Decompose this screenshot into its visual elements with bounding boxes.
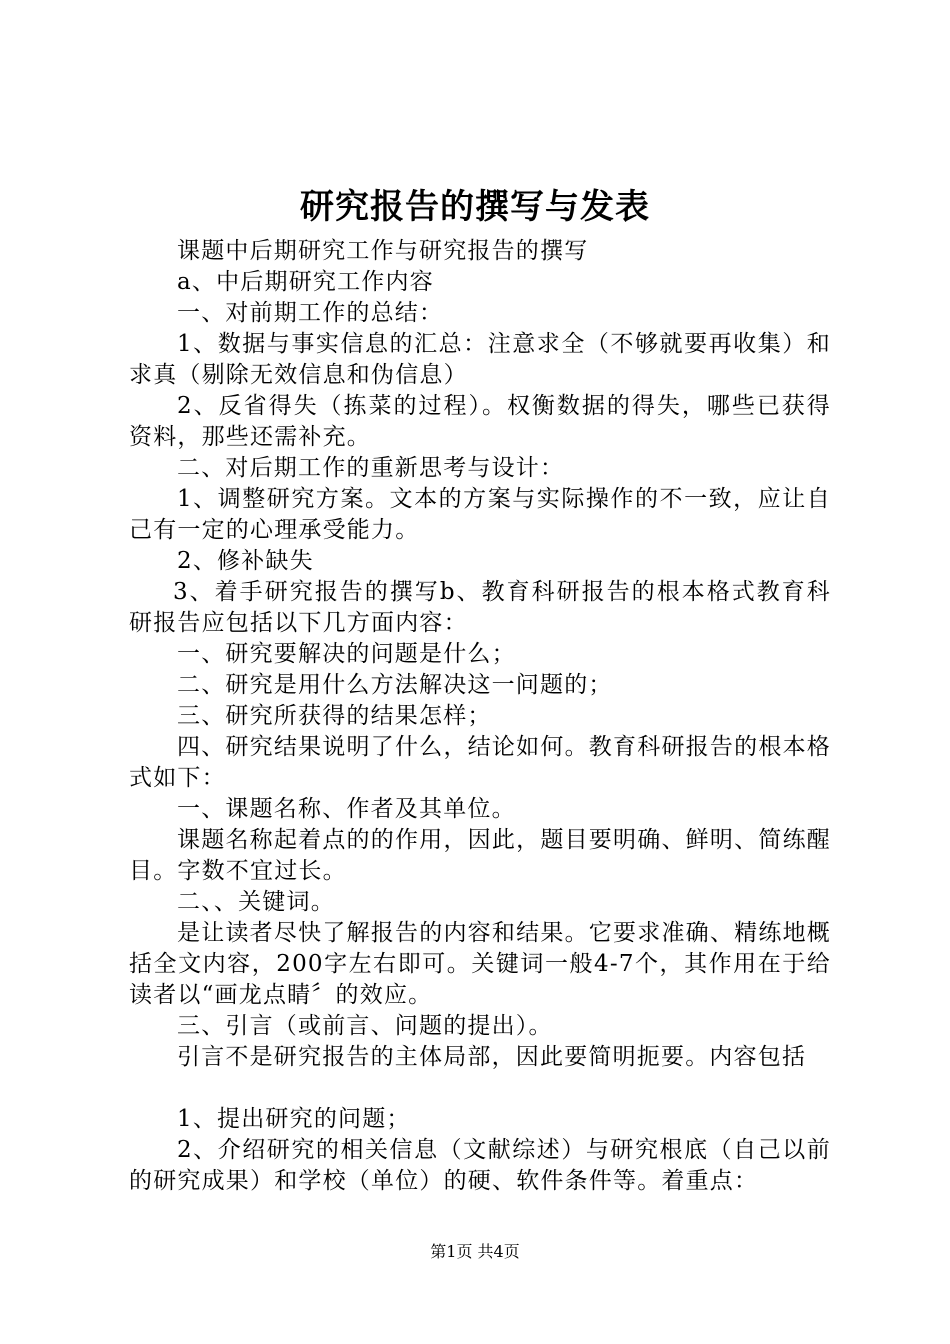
page-footer: 第1页 共4页 [430,1242,520,1261]
paragraph: 二、研究是用什么方法解决这一问题的； [177,672,613,698]
paragraph: 3、着手研究报告的撰写b、教育科研报告的根本格式教育科研报告应包括以下几方面内容： [129,579,831,636]
paragraph: 课题名称起着点的的作用，因此，题目要明确、鲜明、简练醒目。字数不宜过长。 [129,827,831,884]
paragraph: 二、、关键词。 [177,889,335,915]
paragraph: 1、提出研究的问题； [177,1106,411,1132]
paragraph: 是让读者尽快了解报告的内容和结果。它要求准确、精练地概括全文内容，200字左右即可。关键词一般4-7个，其作用在于给读者以“画龙点睛〞的效应。 [129,920,831,1008]
paragraph: 一、课题名称、作者及其单位。 [177,796,516,822]
paragraph: 2、反省得失（拣菜的过程）。权衡数据的得失，哪些已获得资料，那些还需补充。 [129,393,831,450]
paragraph: 1、数据与事实信息的汇总：注意求全（不够就要再收集）和求真（剔除无效信息和伪信息） [129,331,831,388]
paragraph: 二、对后期工作的重新思考与设计： [177,455,565,481]
paragraph: 一、对前期工作的总结： [177,300,444,326]
paragraph: 2、修补缺失 [177,548,314,574]
paragraph: 四、研究结果说明了什么，结论如何。教育科研报告的根本格式如下： [129,734,831,791]
paragraph: a、中后期研究工作内容 [177,269,434,295]
paragraph: 一、研究要解决的问题是什么； [177,641,516,667]
paragraph: 三、研究所获得的结果怎样； [177,703,492,729]
paragraph: 2、介绍研究的相关信息（文献综述）与研究根底（自己以前的研究成果）和学校（单位）的硬、软件条件等。着重点： [129,1137,831,1194]
paragraph: 引言不是研究报告的主体局部，因此要简明扼要。内容包括 [177,1044,807,1070]
blank-line [129,1073,831,1104]
document-title: 研究报告的撰写与发表 [300,187,650,227]
paragraph: 课题中后期研究工作与研究报告的撰写 [177,238,589,264]
paragraph: 1、调整研究方案。文本的方案与实际操作的不一致，应让自己有一定的心理承受能力。 [129,486,831,543]
paragraph: 三、引言（或前言、问题的提出）。 [177,1013,553,1039]
document-body [129,236,831,1197]
